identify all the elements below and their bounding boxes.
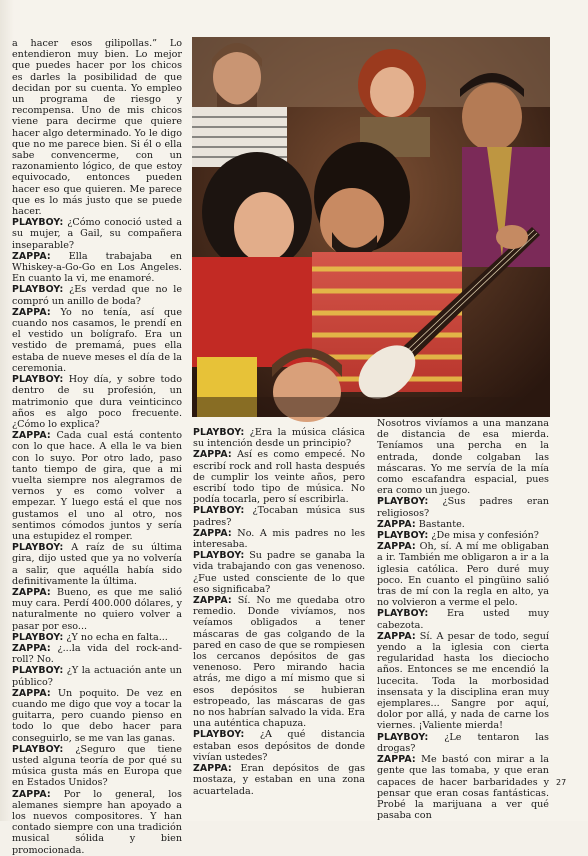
interview-paragraph bbox=[193, 729, 365, 763]
interview-paragraph bbox=[193, 449, 365, 505]
interview-paragraph bbox=[12, 632, 182, 643]
page-number: 27 bbox=[556, 778, 567, 787]
paragraph-text: ¿Es verdad que no le compró un anillo de boda? bbox=[12, 284, 182, 307]
speaker-label: PLAYBOY: bbox=[377, 530, 429, 542]
paragraph-text: Bastante. bbox=[418, 518, 465, 530]
speaker-label: PLAYBOY: bbox=[377, 731, 429, 743]
interview-paragraph bbox=[377, 541, 549, 608]
text-column-1 bbox=[12, 38, 182, 856]
interview-paragraph bbox=[377, 608, 549, 630]
paragraph-text: Así es como empecé. No escribí rock and roll hasta después de cumplir los veinte años, pero escribí todo tipo de música. No podía tocarla, pero sí escribirla. bbox=[193, 449, 365, 506]
speaker-label: ZAPPA: bbox=[12, 642, 51, 654]
paragraph-text: Nosotros vivíamos a una manzana de distancia de esa mierda. Teníamos una percha en la entrada, donde colgaban las máscaras. Yo me servía de la mía como escafandra espacial, pues era como un juego. bbox=[377, 418, 549, 497]
paragraph-text: Cada cual está contento con lo que hace. A ella le va bien con lo suyo. Por otro lado, paso tanto tiempo de gira, que a mi vuelta siempre nos alegramos de vernos y es como volver a empezar. Y luego está el que nos gustamos el uno al otro, nos sentimos cómodos juntos y sería una estupidez el romper. bbox=[12, 430, 182, 542]
speaker-label: ZAPPA: bbox=[12, 250, 51, 262]
interview-paragraph bbox=[12, 374, 182, 430]
paragraph-text: Sí. No me quedaba otro remedio. Donde vivíamos, nos veíamos obligados a tener máscaras de gas colgando de la pared en caso de que se rompiesen los cercanos depósitos de gas venenoso. Pero mirando hacia atrás, me digo a mí mismo que si esos depósitos se hubieran estropeado, las máscaras de gas no nos habrían salvado la vida. Era una auténtica chapuza. bbox=[193, 595, 365, 730]
interview-paragraph bbox=[12, 665, 182, 687]
family-photo bbox=[192, 37, 550, 417]
paragraph-text: ¿Seguro que tiene usted alguna teoría de por qué su música gusta más en Europa que en Estados Unidos? bbox=[12, 743, 182, 789]
interview-paragraph bbox=[193, 427, 365, 449]
paragraph-text: A raíz de su última gira, dijo usted que ya no volvería a salir, que aquélla había sido definitivamente la última. bbox=[12, 542, 182, 587]
interview-paragraph bbox=[12, 587, 182, 632]
speaker-label: PLAYBOY: bbox=[377, 496, 429, 508]
interview-paragraph bbox=[377, 418, 549, 496]
interview-paragraph bbox=[12, 542, 182, 587]
paragraph-text: Eran depósitos de gas mostaza, y estaban en una zona acuartelada. bbox=[193, 763, 365, 797]
interview-paragraph bbox=[193, 528, 365, 550]
speaker-label: ZAPPA: bbox=[12, 788, 51, 800]
interview-paragraph bbox=[193, 550, 365, 595]
speaker-label: PLAYBOY: bbox=[12, 743, 64, 755]
paragraph-text: ¿Y no echa en falta... bbox=[66, 631, 168, 643]
paragraph-text: ¿Tocaban música sus padres? bbox=[193, 505, 365, 528]
paragraph-text: Oh, sí. A mí me obligaban a ir. También me obligaron a ir a la iglesia católica. Pero duré muy poco. En cuanto el pingüino salió tras de mí con la regla en alto, ya no volvieron a verme el pelo. bbox=[377, 541, 549, 609]
interview-paragraph bbox=[12, 217, 182, 251]
speaker-label: ZAPPA: bbox=[12, 687, 51, 699]
family-photo-illustration bbox=[192, 37, 550, 417]
speaker-label: ZAPPA: bbox=[193, 763, 232, 775]
interview-paragraph bbox=[12, 38, 182, 217]
paragraph-text: Yo no tenía, así que cuando nos casamos, le prendí en el vestido un bolígrafo. Era un vestido de premamá, pues ella estaba de nueve meses el día de la ceremonia. bbox=[12, 306, 182, 374]
interview-paragraph bbox=[377, 631, 549, 732]
paragraph-text: Un poquito. De vez en cuando me digo que voy a tocar la guitarra, pero cuando pienso en todo lo que debo hacer para conseguirlo, se me van las ganas. bbox=[12, 687, 182, 744]
speaker-label: ZAPPA: bbox=[193, 449, 232, 461]
speaker-label: PLAYBOY: bbox=[12, 665, 64, 677]
text-column-2 bbox=[193, 427, 365, 795]
speaker-label: PLAYBOY: bbox=[193, 550, 245, 562]
paragraph-text: Ella trabajaba en Whiskey-a-Go-Go en Los Angeles. En cuanto la vi, me enamoré. bbox=[12, 250, 182, 285]
speaker-label: ZAPPA: bbox=[377, 518, 416, 530]
interview-paragraph bbox=[12, 430, 182, 542]
paragraph-text: ¿Le tentaron las drogas? bbox=[377, 731, 549, 754]
paragraph-text: Sí. A pesar de todo, seguí yendo a la iglesia con cierta regularidad hasta los dieciocho años. Entonces se me encendió la lucecita. Toda la morbosidad insensata y la disciplina eran muy ejemplares... Sangre por aquí, dolor por allá, y nada de carne los viernes. ¡Valiente mierda! bbox=[377, 630, 549, 732]
interview-paragraph bbox=[12, 284, 182, 306]
interview-paragraph bbox=[193, 763, 365, 797]
speaker-label: PLAYBOY: bbox=[12, 631, 64, 643]
interview-paragraph bbox=[377, 519, 549, 530]
speaker-label: PLAYBOY: bbox=[377, 608, 429, 620]
speaker-label: PLAYBOY: bbox=[193, 427, 245, 438]
speaker-label: PLAYBOY: bbox=[193, 729, 245, 741]
speaker-label: ZAPPA: bbox=[193, 595, 232, 607]
speaker-label: ZAPPA: bbox=[12, 306, 51, 318]
paragraph-text: ¿Era la música clásica su intención desde un principio? bbox=[193, 427, 365, 450]
speaker-label: PLAYBOY: bbox=[12, 284, 64, 296]
interview-paragraph bbox=[377, 754, 549, 821]
interview-paragraph bbox=[12, 251, 182, 285]
speaker-label: PLAYBOY: bbox=[12, 542, 64, 554]
interview-paragraph bbox=[12, 643, 182, 665]
speaker-label: ZAPPA: bbox=[193, 527, 232, 539]
speaker-label: ZAPPA: bbox=[377, 630, 416, 642]
speaker-label: PLAYBOY: bbox=[12, 374, 64, 386]
speaker-label: PLAYBOY: bbox=[12, 217, 64, 229]
paragraph-text: a hacer esos gilipollas.” Lo entendieron muy bien. Lo mejor que puedes hacer por los chicos es darles la posibilidad de que decidan por su cuenta. Yo empleo un programa de riesgo y recompensa. Uno de mis chicos viene para decirme que quiere hacer algo determinado. Yo le digo que no me parece bien. Si él o ella sabe convencerme, con un razonamiento lógico, de que estoy equivocado, entonces pueden hacer eso que quieren. Me parece que es lo más justo que se puede hacer. bbox=[12, 38, 182, 218]
interview-paragraph bbox=[377, 732, 549, 754]
speaker-label: ZAPPA: bbox=[377, 541, 416, 553]
speaker-label: ZAPPA: bbox=[12, 586, 51, 598]
paragraph-text: Era usted muy cabezota. bbox=[377, 608, 549, 631]
paragraph-text: Bueno, es que me salió muy cara. Perdí 400.000 dólares, y naturalmente no quiero volver a pasar por eso... bbox=[12, 586, 182, 632]
paragraph-text: ¿Y la actuación ante un público? bbox=[12, 665, 182, 688]
paragraph-text: ¿Cómo conoció usted a su mujer, a Gail, su compañera inseparable? bbox=[12, 217, 182, 251]
interview-paragraph bbox=[12, 688, 182, 744]
speaker-label: ZAPPA: bbox=[12, 430, 51, 442]
paragraph-text: Su padre se ganaba la vida trabajando con gas venenoso. ¿Fue usted consciente de lo que eso significaba? bbox=[193, 550, 365, 595]
paragraph-text: ¿...la vida del rock-and-roll? No. bbox=[12, 642, 182, 666]
paragraph-text: ¿De misa y confesión? bbox=[431, 530, 539, 542]
interview-paragraph bbox=[12, 744, 182, 789]
interview-paragraph bbox=[12, 307, 182, 374]
paragraph-text: Por lo general, los alemanes siempre han apoyado a los nuevos compositores. Y han contado siempre con una tradición musical sólida y bien promocionada. bbox=[12, 788, 182, 856]
interview-paragraph bbox=[193, 505, 365, 527]
text-column-3 bbox=[377, 418, 549, 822]
interview-paragraph bbox=[377, 530, 549, 541]
speaker-label: ZAPPA: bbox=[377, 754, 416, 766]
paragraph-text: Hoy día, y sobre todo dentro de su profesión, un matrimonio que dura veinticinco años es algo poco frecuente. ¿Cómo lo explica? bbox=[12, 374, 182, 430]
speaker-label: PLAYBOY: bbox=[193, 505, 245, 517]
interview-paragraph bbox=[12, 789, 182, 856]
paragraph-text: Me bastó con mirar a la gente que las tomaba, y que eran capaces de hacer barbaridades y pensar que eran cosas fantásticas. Probé la marijuana a ver qué pasaba con bbox=[377, 754, 549, 822]
paragraph-text: ¿Sus padres eran religiosos? bbox=[377, 496, 549, 519]
paragraph-text: No. A mis padres no les interesaba. bbox=[193, 527, 365, 551]
paragraph-text: ¿A qué distancia estaban esos depósitos de donde vivían ustedes? bbox=[193, 729, 365, 763]
interview-paragraph bbox=[193, 595, 365, 729]
interview-paragraph bbox=[377, 496, 549, 518]
